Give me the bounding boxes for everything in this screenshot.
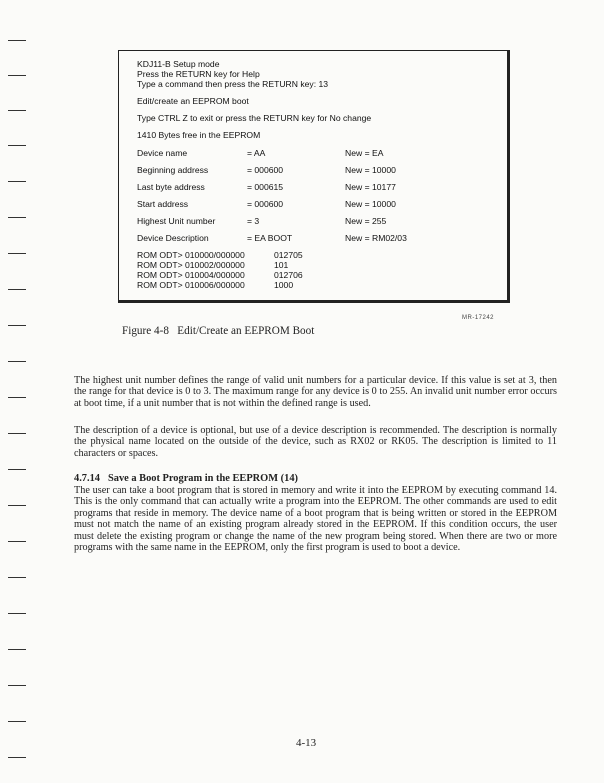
margin-tick bbox=[8, 613, 26, 614]
margin-tick bbox=[8, 75, 26, 76]
field-new-value: New = 255 bbox=[345, 216, 387, 226]
field-row-beginning-address bbox=[137, 165, 497, 175]
page-number: 4-13 bbox=[296, 737, 317, 749]
field-label: Device name bbox=[137, 148, 188, 158]
margin-tick bbox=[8, 505, 26, 506]
field-row-last-byte-address bbox=[137, 182, 497, 192]
field-current-value: = AA bbox=[247, 148, 266, 158]
margin-tick bbox=[8, 757, 26, 758]
section-title: Save a Boot Program in the EEPROM (14) bbox=[107, 473, 298, 484]
terminal-line: Type a command then press the RETURN key: 13 bbox=[137, 79, 329, 89]
odt-address: ROM ODT> 010000/000000 bbox=[137, 250, 245, 260]
margin-tick bbox=[8, 433, 26, 434]
odt-value: 012705 bbox=[274, 250, 303, 260]
margin-tick bbox=[8, 289, 26, 290]
terminal-line: Edit/create an EEPROM boot bbox=[137, 96, 249, 106]
field-current-value: = 000600 bbox=[247, 199, 284, 209]
field-label: Beginning address bbox=[137, 165, 209, 175]
odt-address: ROM ODT> 010002/000000 bbox=[137, 260, 245, 270]
terminal-line: 1410 Bytes free in the EEPROM bbox=[137, 130, 261, 140]
field-current-value: = 3 bbox=[247, 216, 260, 226]
field-new-value: New = RM02/03 bbox=[345, 233, 407, 243]
field-new-value: New = 10000 bbox=[345, 199, 396, 209]
odt-address: ROM ODT> 010004/000000 bbox=[137, 270, 245, 280]
body-paragraph: The description of a device is optional, but use of a device description is recommended. The description is normally the physical name located on the outside of the device, such as RX02 or RK05. The description is limited to 11 characters or spaces. bbox=[74, 425, 557, 459]
margin-tick bbox=[8, 217, 26, 218]
section-number: 4.7.14 bbox=[74, 473, 100, 484]
terminal-line: KDJ11-B Setup mode bbox=[137, 59, 220, 69]
field-label: Device Description bbox=[137, 233, 209, 243]
margin-tick bbox=[8, 253, 26, 254]
field-current-value: = 000615 bbox=[247, 182, 284, 192]
margin-tick bbox=[8, 577, 26, 578]
field-row-highest-unit-number bbox=[137, 216, 497, 226]
field-current-value: = 000600 bbox=[247, 165, 284, 175]
margin-tick bbox=[8, 397, 26, 398]
margin-tick bbox=[8, 325, 26, 326]
terminal-line: Press the RETURN key for Help bbox=[137, 69, 260, 79]
odt-value: 1000 bbox=[274, 280, 294, 290]
margin-tick bbox=[8, 181, 26, 182]
odt-address: ROM ODT> 010006/000000 bbox=[137, 280, 245, 290]
binder-margin-marks bbox=[0, 0, 30, 783]
terminal-screen bbox=[118, 50, 510, 303]
field-current-value: = EA BOOT bbox=[247, 233, 293, 243]
figure-id: MR-17242 bbox=[462, 315, 495, 321]
field-label: Last byte address bbox=[137, 182, 205, 192]
section-heading bbox=[74, 473, 298, 484]
margin-tick bbox=[8, 110, 26, 111]
margin-tick bbox=[8, 541, 26, 542]
field-row-start-address bbox=[137, 199, 497, 209]
figure-caption: Figure 4-8 Edit/Create an EEPROM Boot bbox=[122, 325, 315, 337]
margin-tick bbox=[8, 721, 26, 722]
margin-tick bbox=[8, 649, 26, 650]
terminal-line: Type CTRL Z to exit or press the RETURN key for No change bbox=[137, 113, 372, 123]
margin-tick bbox=[8, 361, 26, 362]
body-paragraph: The highest unit number defines the range of valid unit numbers for a particular device. If this value is set at 3, then the range for that device is 0 to 3. The maximum range for any device is 0 to 255. An invalid unit number error occurs at boot time, if a unit number that is not within the defined range is used. bbox=[74, 375, 557, 409]
field-label: Highest Unit number bbox=[137, 216, 216, 226]
margin-tick bbox=[8, 469, 26, 470]
field-row-device-name bbox=[137, 148, 497, 158]
field-label: Start address bbox=[137, 199, 189, 209]
odt-value: 012706 bbox=[274, 270, 303, 280]
field-new-value: New = 10177 bbox=[345, 182, 396, 192]
margin-tick bbox=[8, 685, 26, 686]
margin-tick bbox=[8, 145, 26, 146]
field-row-device-description bbox=[137, 233, 497, 243]
odt-value: 101 bbox=[274, 260, 289, 270]
body-paragraph: The user can take a boot program that is stored in memory and write it into the EEPROM by executing command 14. This is the only command that can actually write a program into the EEPROM. The other commands are used to edit programs that reside in memory. The device name of a boot program that is being written or stored in the EEPROM must not match the name of an existing program already stored in the EEPROM. If this condition occurs, the user must delete the existing program or change the name of the new program being stored. When there are two or more programs with the same name in the EEPROM, only the first program is used to boot a device. bbox=[74, 485, 557, 554]
margin-tick bbox=[8, 40, 26, 41]
field-new-value: New = EA bbox=[345, 148, 384, 158]
field-new-value: New = 10000 bbox=[345, 165, 396, 175]
